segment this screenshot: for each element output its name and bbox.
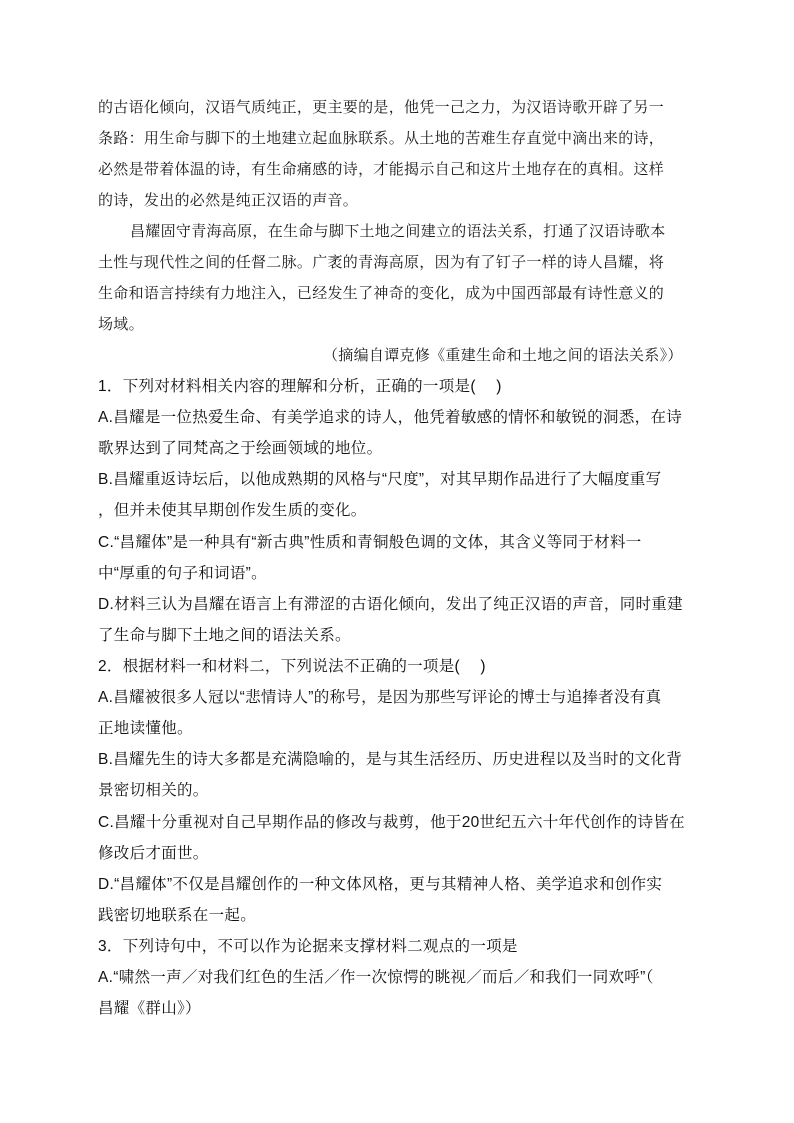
option-line: D.材料三认为昌耀在语言上有滞涩的古语化倾向，发出了纯正汉语的声音，同时重建 xyxy=(98,596,683,613)
option-line: 歌界达到了同梵高之于绘画领域的地位。 xyxy=(98,440,383,457)
option-line: B.昌耀重返诗坛后，以他成熟期的风格与“尺度”，对其早期作品进行了大幅度重写 xyxy=(98,471,662,488)
source-attribution: （摘编自谭克修《重建生命和土地之间的语法关系》） xyxy=(323,346,683,364)
passage-line: 必然是带着体温的诗，有生命痛感的诗，才能揭示自己和这片土地存在的真相。这样 xyxy=(98,160,665,178)
question-stem: 3．下列诗句中，不可以作为论据来支撑材料二观点的一项是 xyxy=(98,938,518,955)
passage-line: 场域。 xyxy=(98,315,144,333)
question-stem: 2．根据材料一和材料二，下列说法不正确的一项是( ) xyxy=(98,658,486,675)
option-line: ，但并未使其早期创作发生质的变化。 xyxy=(98,502,367,519)
passage-line: 生命和语言持续有力地注入，已经发生了神奇的变化，成为中国西部最有诗性意义的 xyxy=(98,284,665,302)
option-line: A.昌耀被很多人冠以“悲情诗人”的称号，是因为那些写评论的博士与追捧者没有真 xyxy=(98,689,662,706)
option-line: 昌耀《群山》） xyxy=(98,1000,201,1017)
option-line: A.“啸然一声／对我们红色的生活／作一次惊愕的眺视／而后／和我们一同欢呼”（ xyxy=(98,969,654,986)
option-line: 了生命与脚下土地之间的语法关系。 xyxy=(98,627,351,644)
option-line: A.昌耀是一位热爱生命、有美学追求的诗人，他凭着敏感的情怀和敏锐的洞悉，在诗 xyxy=(98,409,683,426)
option-line: 正地读懂他。 xyxy=(98,720,193,737)
option-line: C.昌耀十分重视对自己早期作品的修改与裁剪，他于20世纪五六十年代创作的诗皆在 xyxy=(98,814,685,831)
passage-line: 条路：用生命与脚下的土地建立起血脉联系。从土地的苦难生存直觉中滴出来的诗， xyxy=(98,129,665,147)
option-line: B.昌耀先生的诗大多都是充满隐喻的，是与其生活经历、历史进程以及当时的文化背 xyxy=(98,751,683,768)
passage-line: 土性与现代性之间的任督二脉。广袤的青海高原，因为有了钉子一样的诗人昌耀，将 xyxy=(98,253,665,271)
question-stem: 1．下列对材料相关内容的理解和分析，正确的一项是( ) xyxy=(98,378,502,395)
passage-line: 的诗，发出的必然是纯正汉语的声音。 xyxy=(98,191,359,209)
option-line: 景密切相关的。 xyxy=(98,782,209,799)
option-line: 中“厚重的句子和词语”。 xyxy=(98,565,267,582)
option-line: 修改后才面世。 xyxy=(98,845,209,862)
passage-line: 昌耀固守青海高原，在生命与脚下土地之间建立的语法关系，打通了汉语诗歌本 xyxy=(130,222,666,240)
option-line: 践密切地联系在一起。 xyxy=(98,907,257,924)
option-line: D.“昌耀体”不仅是昌耀创作的一种文体风格，更与其精神人格、美学追求和创作实 xyxy=(98,876,663,893)
option-line: C.“昌耀体”是一种具有“新古典”性质和青铜般色调的文体，其含义等同于材料一 xyxy=(98,534,642,551)
passage-line: 的古语化倾向，汉语气质纯正，更主要的是，他凭一己之力，为汉语诗歌开辟了另一 xyxy=(98,98,665,116)
